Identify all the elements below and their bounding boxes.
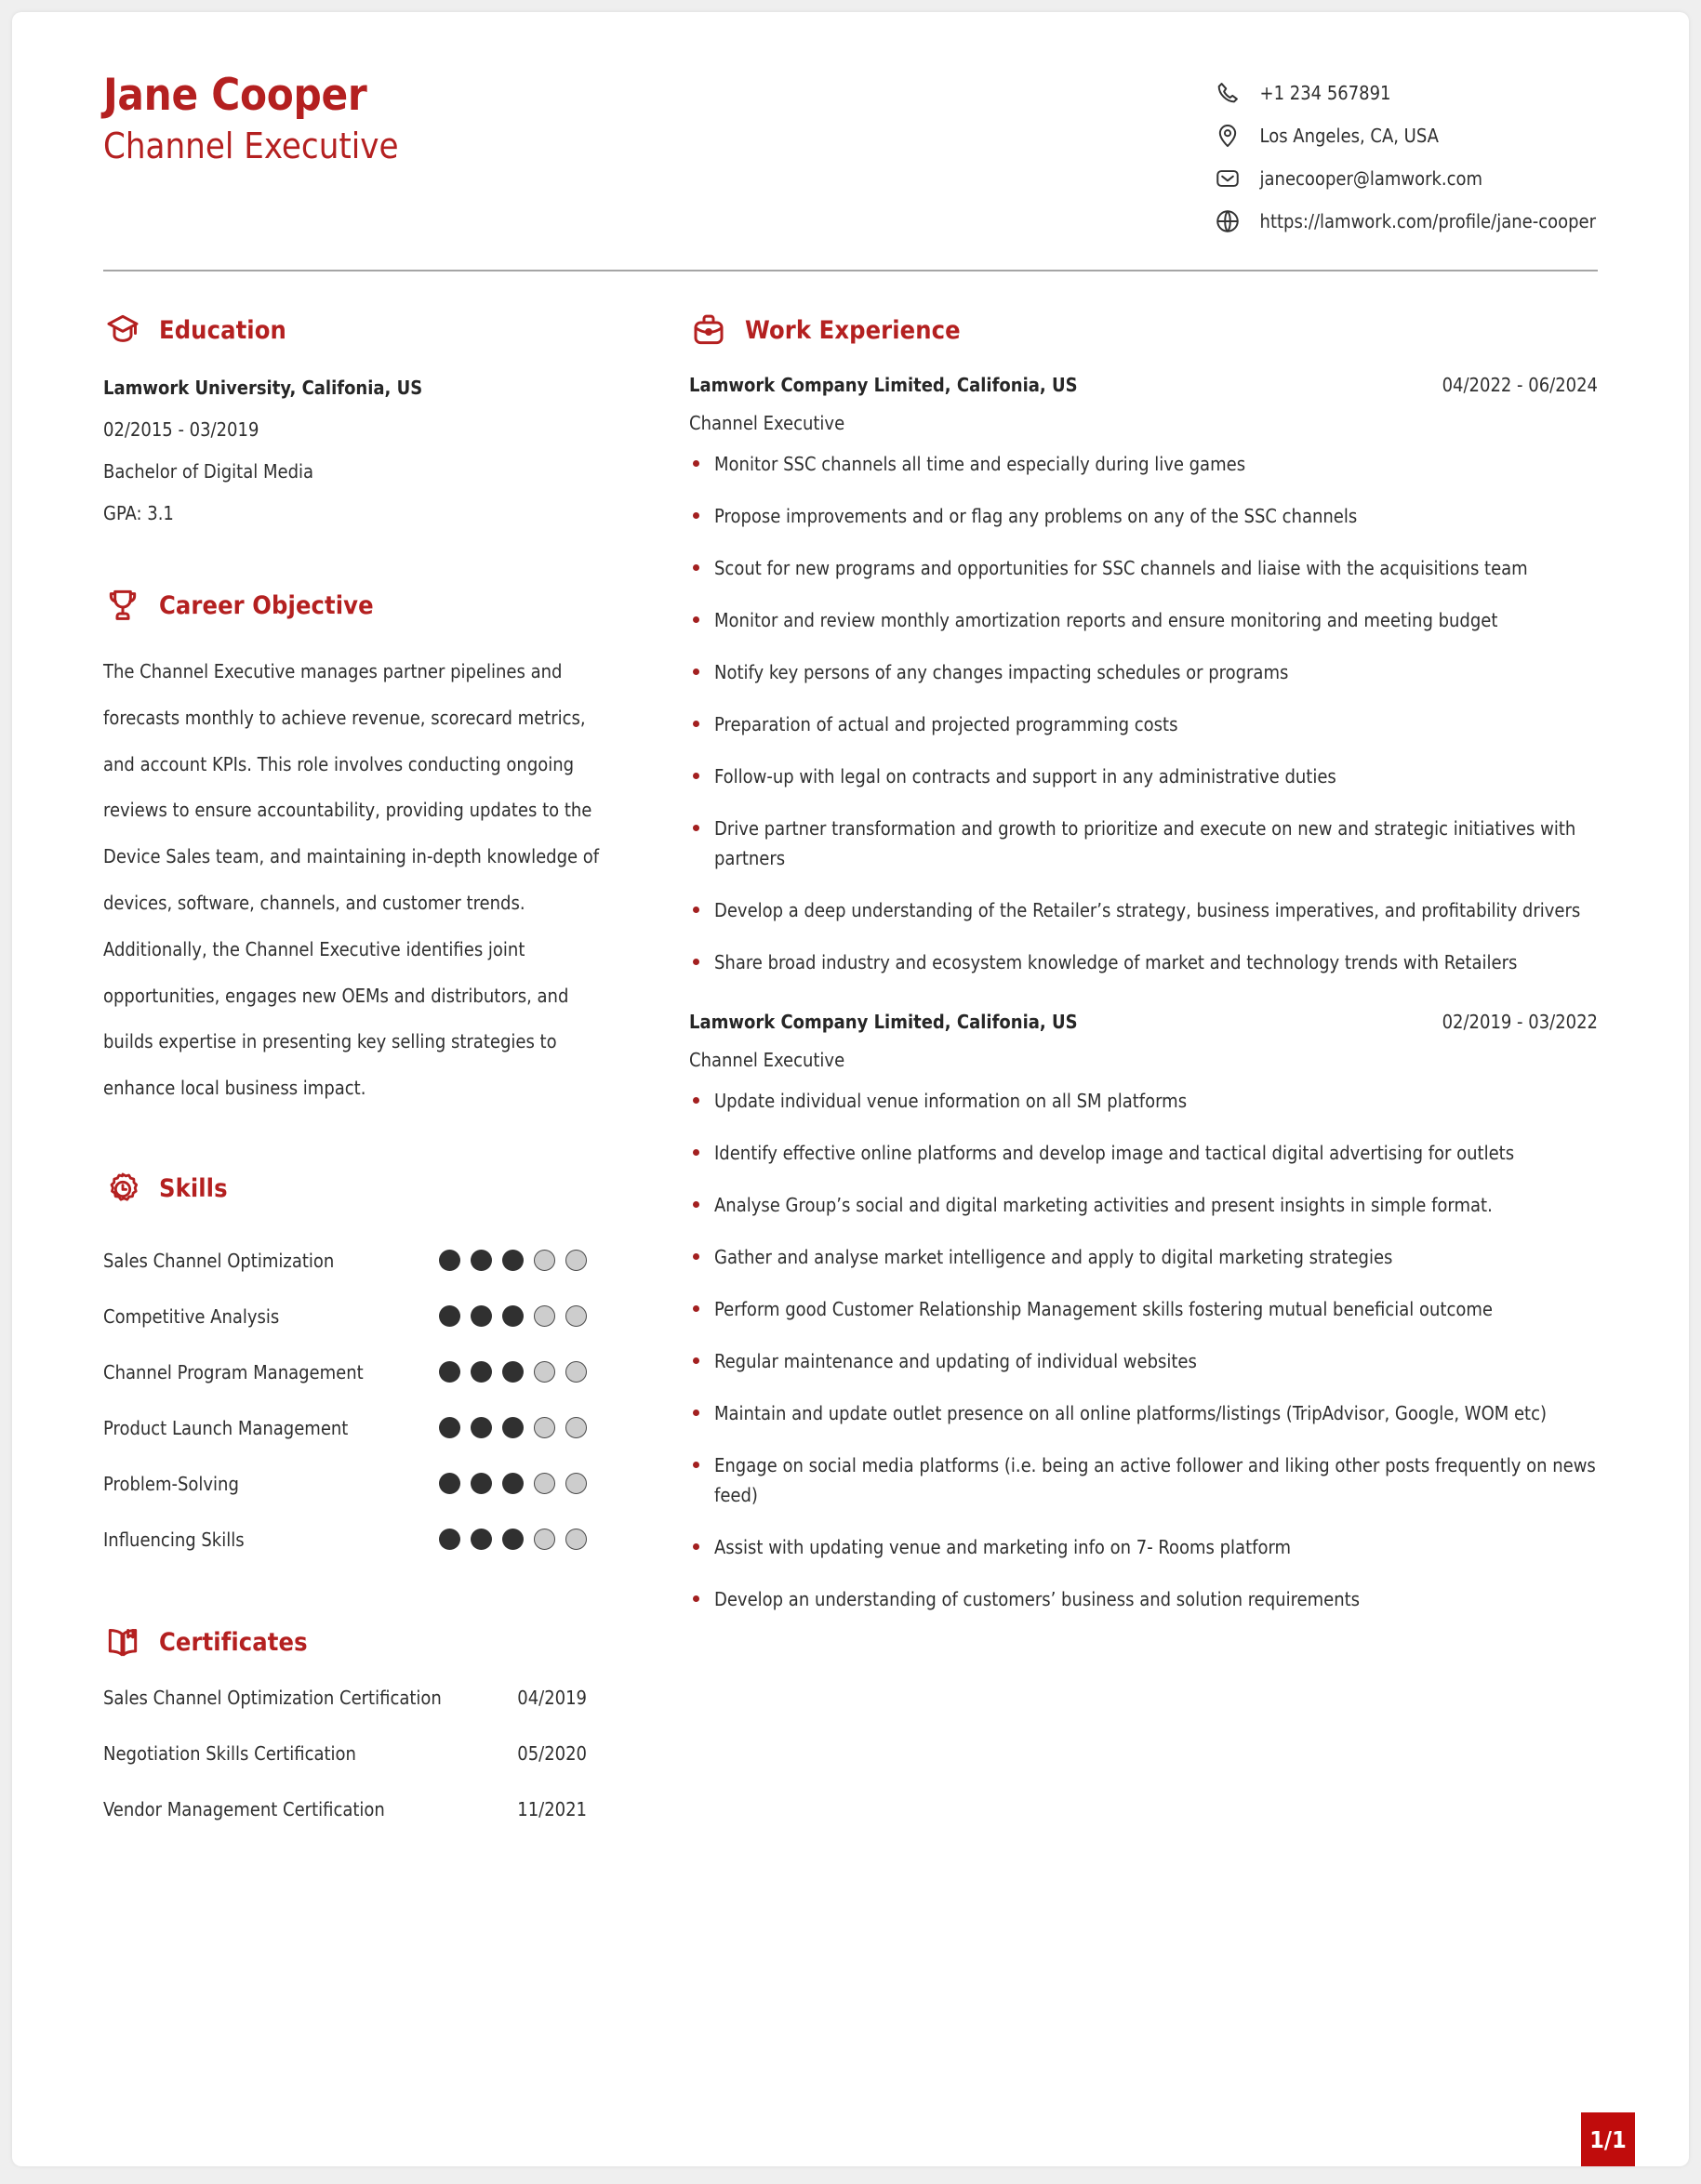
rating-dot (471, 1305, 492, 1327)
rating-dot (534, 1473, 555, 1494)
contact-row-email[interactable] (1214, 165, 1596, 192)
job-role: Channel Executive (689, 412, 845, 434)
skill-row (103, 1233, 619, 1289)
rating-dot (534, 1305, 555, 1327)
skills-title: Skills (159, 1174, 228, 1204)
career-objective-heading (103, 586, 619, 625)
responsibility-item: Perform good Customer Relationship Management skills fostering mutual beneficial outcome (689, 1294, 1598, 1324)
certificate-row (103, 1687, 619, 1742)
right-column (657, 311, 1598, 1623)
education-heading (103, 311, 619, 350)
education-school: Lamwork University, Califonia, US (103, 377, 423, 399)
contact-location-value: Los Angeles, CA, USA (1259, 125, 1439, 147)
responsibility-item: Develop an understanding of customers’ business and solution requirements (689, 1584, 1598, 1614)
page-number-badge: 1/1 (1581, 2112, 1635, 2166)
skill-row (103, 1344, 619, 1400)
rating-dot (502, 1417, 524, 1438)
skill-row (103, 1456, 619, 1512)
rating-dot (565, 1305, 587, 1327)
rating-dot (471, 1417, 492, 1438)
responsibility-item: Propose improvements and or flag any problems on any of the SSC channels (689, 501, 1598, 531)
rating-dot (534, 1417, 555, 1438)
rating-dot (439, 1473, 460, 1494)
skill-name: Channel Program Management (103, 1360, 364, 1383)
rating-dot (471, 1250, 492, 1271)
rating-dot (534, 1361, 555, 1383)
rating-dot (502, 1473, 524, 1494)
skills-list (103, 1233, 619, 1568)
open-book-icon (103, 1623, 142, 1662)
skill-rating (439, 1473, 619, 1494)
rating-dot (565, 1529, 587, 1550)
graduation-cap-icon (103, 311, 142, 350)
career-objective-text: The Channel Executive manages partner pipelines and forecasts monthly to achieve revenue, scorecard metrics, and account KPIs. This role involves conducting ongoing reviews to ensure accountability, providing updates to the Device Sales team, and maintaining in-depth knowledge of devices, software, channels, and customer trends. Additionally, the Channel Executive identifies joint opportunities, engages new OEMs and distributors, and builds expertise in presenting key selling strategies to enhance local business impact. (103, 660, 600, 1100)
rating-dot (565, 1250, 587, 1271)
responsibility-item: Notify key persons of any changes impacting schedules or programs (689, 657, 1598, 687)
responsibility-item: Gather and analyse market intelligence and apply to digital marketing strategies (689, 1242, 1598, 1272)
rating-dot (439, 1250, 460, 1271)
left-column (103, 311, 657, 1863)
skill-name: Problem-Solving (103, 1472, 239, 1495)
job-organization: Lamwork Company Limited, Califonia, US (689, 1011, 1078, 1033)
rating-dot (565, 1361, 587, 1383)
certificates-title: Certificates (159, 1628, 308, 1658)
contact-row-website[interactable] (1214, 207, 1596, 235)
rating-dot (534, 1250, 555, 1271)
job-responsibilities (689, 1086, 1598, 1614)
header-divider (103, 270, 1598, 271)
rating-dot (565, 1473, 587, 1494)
rating-dot (439, 1529, 460, 1550)
skill-rating (439, 1361, 619, 1383)
certificates-heading (103, 1623, 619, 1662)
contact-block (1214, 66, 1598, 235)
certificate-row (103, 1798, 619, 1854)
responsibility-item: Preparation of actual and projected programming costs (689, 709, 1598, 739)
section-certificates (103, 1623, 619, 1854)
work-experience-heading (689, 311, 1598, 350)
rating-dot (439, 1305, 460, 1327)
certificate-name: Negotiation Skills Certification (103, 1741, 356, 1765)
responsibility-item: Maintain and update outlet presence on all online platforms/listings (TripAdvisor, Google, WOM etc) (689, 1398, 1598, 1428)
career-objective-title: Career Objective (159, 590, 374, 620)
responsibility-item: Drive partner transformation and growth to prioritize and execute on new and strategic initiatives with partners (689, 814, 1598, 873)
contact-row-phone[interactable] (1214, 79, 1596, 107)
certificate-row (103, 1742, 619, 1798)
bottom-spacer (103, 1863, 1598, 2021)
responsibility-item: Follow-up with legal on contracts and support in any administrative duties (689, 761, 1598, 791)
skill-rating (439, 1529, 619, 1550)
responsibility-item: Identify effective online platforms and develop image and tactical digital advertising for outlets (689, 1138, 1598, 1168)
skill-name: Sales Channel Optimization (103, 1249, 335, 1272)
certificates-list (103, 1687, 619, 1854)
education-gpa: GPA: 3.1 (103, 502, 174, 524)
rating-dot (534, 1529, 555, 1550)
resume-sheet (12, 12, 1689, 2166)
job-organization: Lamwork Company Limited, Califonia, US (689, 374, 1078, 396)
resume-body (103, 311, 1598, 1863)
work-experience-title: Work Experience (745, 315, 961, 345)
certificate-date: 04/2019 (517, 1686, 587, 1709)
skill-row (103, 1512, 619, 1568)
certificate-date: 05/2020 (517, 1741, 587, 1765)
phone-icon (1214, 79, 1242, 107)
section-skills (103, 1170, 619, 1568)
rating-dot (502, 1305, 524, 1327)
skill-row (103, 1289, 619, 1344)
rating-dot (502, 1529, 524, 1550)
job-header (689, 374, 1598, 396)
briefcase-icon (689, 311, 728, 350)
skills-heading (103, 1170, 619, 1209)
responsibility-item: Update individual venue information on all SM platforms (689, 1086, 1598, 1116)
certificate-name: Vendor Management Certification (103, 1797, 385, 1820)
responsibility-item: Regular maintenance and updating of individual websites (689, 1346, 1598, 1376)
responsibility-item: Scout for new programs and opportunities for SSC channels and liaise with the acquisitions team (689, 553, 1598, 583)
skill-name: Competitive Analysis (103, 1304, 280, 1328)
rating-dot (502, 1250, 524, 1271)
responsibility-item: Develop a deep understanding of the Retailer’s strategy, business imperatives, and profitability drivers (689, 895, 1598, 925)
skill-rating (439, 1305, 619, 1327)
skill-name: Product Launch Management (103, 1416, 349, 1439)
job-spacer (689, 985, 1598, 1011)
contact-email-value: janecooper@lamwork.com (1259, 167, 1483, 190)
responsibility-item: Analyse Group’s social and digital marketing activities and present insights in simple format. (689, 1190, 1598, 1220)
job-dates: 04/2022 - 06/2024 (1442, 374, 1598, 396)
job-dates: 02/2019 - 03/2022 (1442, 1011, 1598, 1033)
skill-name: Influencing Skills (103, 1528, 245, 1551)
identity-block (103, 66, 399, 168)
responsibility-item: Share broad industry and ecosystem knowledge of market and technology trends with Retailers (689, 947, 1598, 977)
location-icon (1214, 122, 1242, 150)
responsibility-item: Monitor SSC channels all time and especially during live games (689, 449, 1598, 479)
resume-header (103, 66, 1598, 235)
contact-row-location[interactable] (1214, 122, 1596, 150)
education-dates: 02/2015 - 03/2019 (103, 418, 259, 441)
section-work-experience (689, 311, 1598, 1614)
job-entry (689, 374, 1598, 977)
education-title: Education (159, 315, 286, 345)
rating-dot (439, 1417, 460, 1438)
job-entry (689, 1011, 1598, 1614)
rating-dot (471, 1361, 492, 1383)
rating-dot (471, 1473, 492, 1494)
contact-website-value: https://lamwork.com/profile/jane-cooper (1259, 210, 1596, 232)
candidate-job-title: Channel Executive (103, 125, 399, 166)
education-degree: Bachelor of Digital Media (103, 460, 314, 483)
responsibility-item: Assist with updating venue and marketing info on 7- Rooms platform (689, 1532, 1598, 1562)
skill-rating (439, 1250, 619, 1271)
rating-dot (439, 1361, 460, 1383)
trophy-icon (103, 586, 142, 625)
candidate-name: Jane Cooper (103, 70, 367, 121)
contact-phone-value: +1 234 567891 (1259, 82, 1391, 104)
skill-row (103, 1400, 619, 1456)
rating-dot (471, 1529, 492, 1550)
rating-dot (502, 1361, 524, 1383)
responsibility-item: Monitor and review monthly amortization reports and ensure monitoring and meeting budget (689, 605, 1598, 635)
job-responsibilities (689, 449, 1598, 977)
gear-clock-icon (103, 1170, 142, 1209)
job-header (689, 1011, 1598, 1033)
responsibility-item: Engage on social media platforms (i.e. being an active follower and liking other posts frequently on news feed) (689, 1450, 1598, 1510)
skill-rating (439, 1417, 619, 1438)
certificate-name: Sales Channel Optimization Certification (103, 1686, 442, 1709)
rating-dot (565, 1417, 587, 1438)
section-career-objective (103, 586, 619, 1112)
mail-icon (1214, 165, 1242, 192)
globe-icon (1214, 207, 1242, 235)
section-education (103, 311, 619, 528)
job-role: Channel Executive (689, 1049, 845, 1071)
certificate-date: 11/2021 (517, 1797, 587, 1820)
